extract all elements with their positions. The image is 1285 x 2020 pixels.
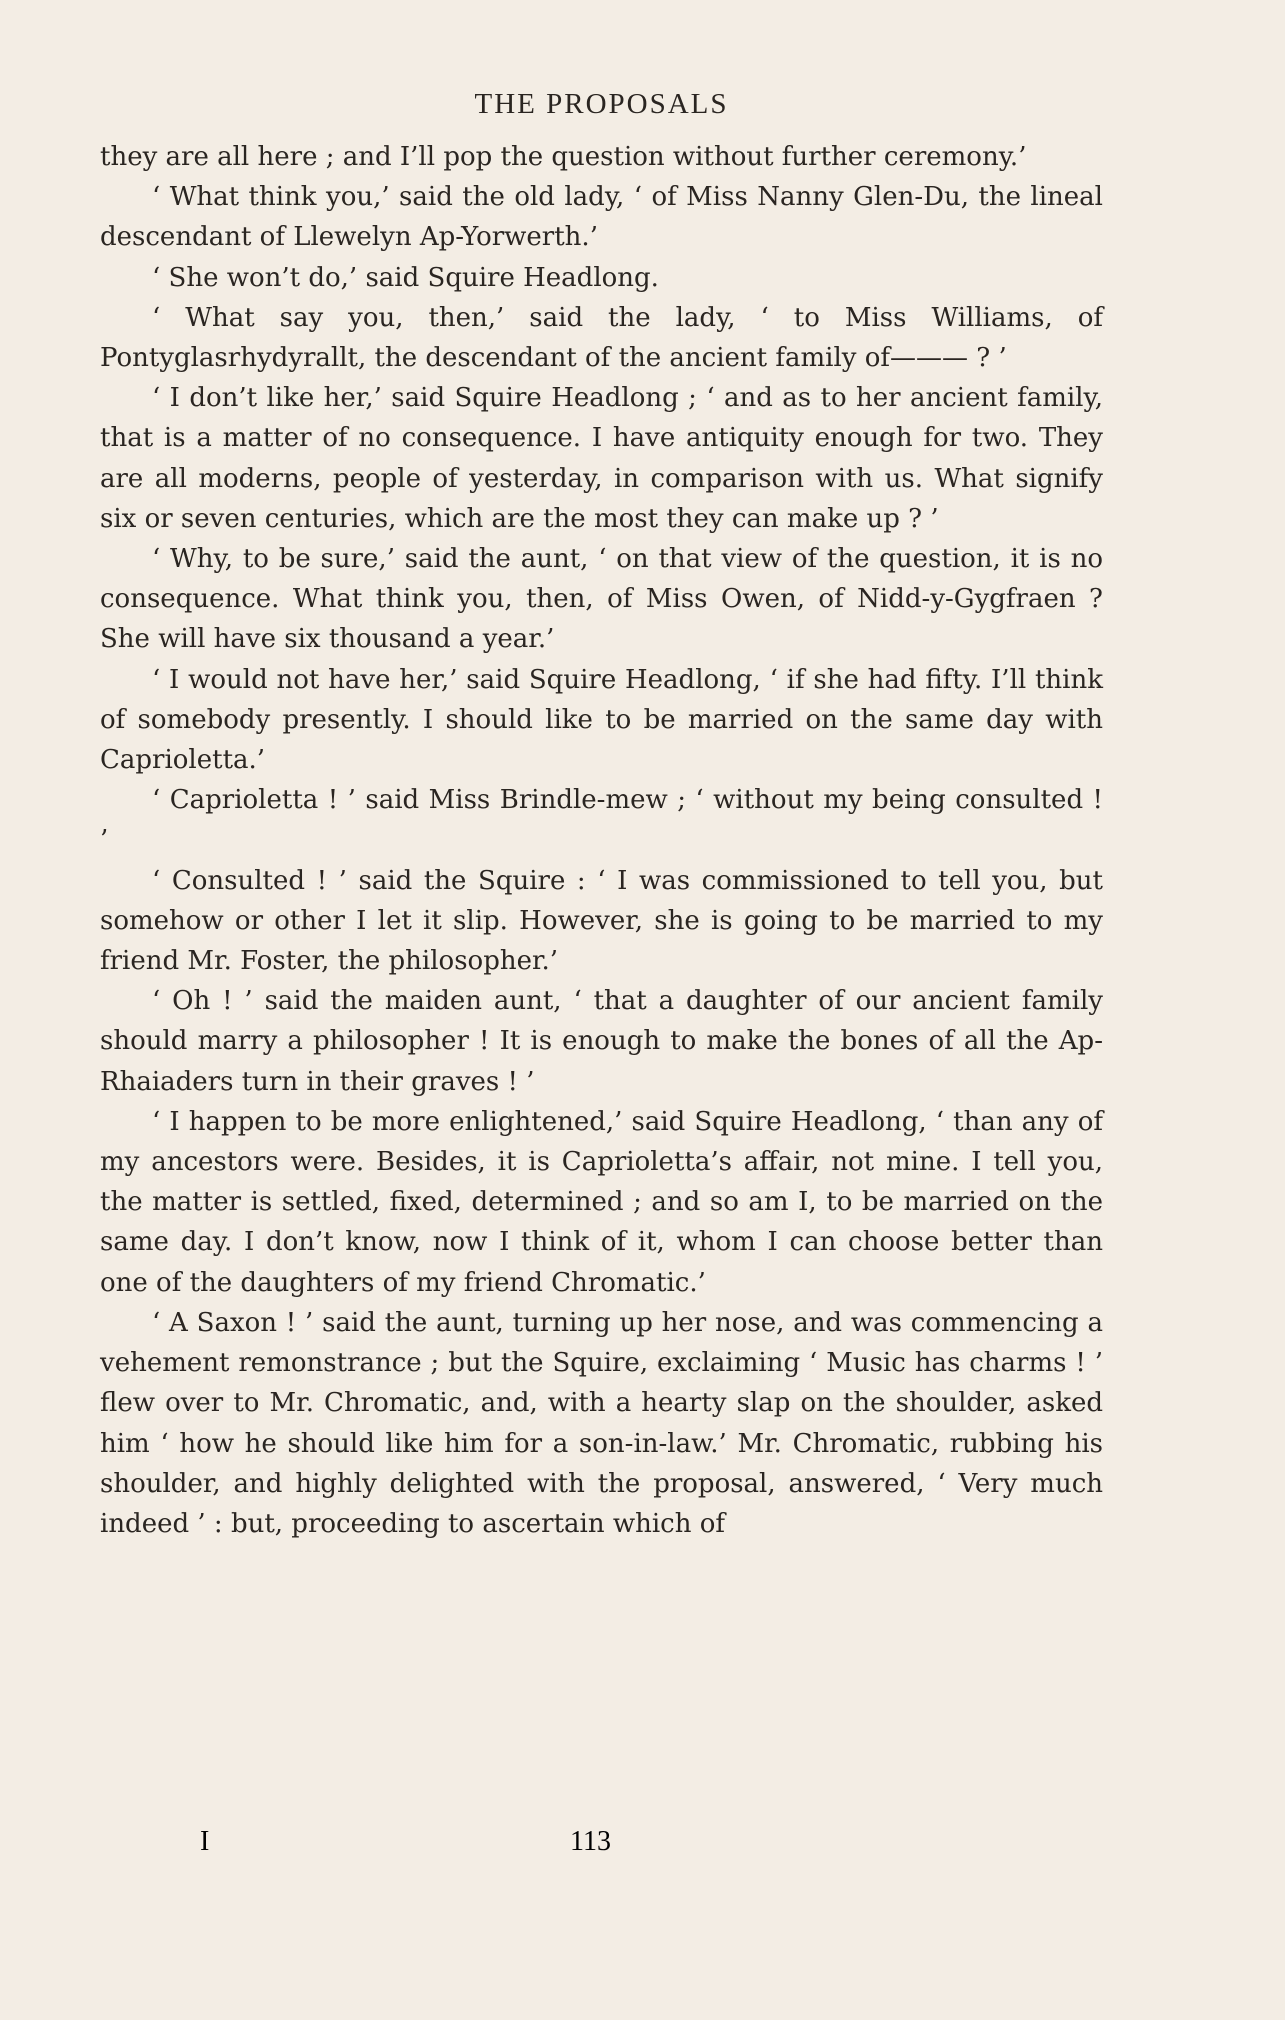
paragraph: ‘ A Saxon ! ’ said the aunt, turning up her nose, and was commencing a vehement remonstrance ; but the Squire, exclaiming ‘ Music has charms ! ’ flew over to Mr. Chromatic, and, with a hearty slap on the shoulder, asked him ‘ how he should like him for a son-in-law.’ Mr. Chromatic, rubbing his shoulder, and highly delighted with the proposal, answered, ‘ Very much indeed ’ : but, proceeding to ascertain which of <box>100 1307 1103 1539</box>
paragraph: ‘ I would not have her,’ said Squire Headlong, ‘ if she had fifty. I’ll think of somebody presently. I should like to be married on the same day with Caprioletta.’ <box>100 664 1103 776</box>
paragraph: ‘ I don’t like her,’ said Squire Headlong ; ‘ and as to her ancient family, that is a matter of no consequence. I have antiquity enough for two. They are all moderns, people of yesterday, in comparison with us. What signify six or seven centuries, which are the most they can make up ? ’ <box>100 383 1103 534</box>
paragraph: ‘ Oh ! ’ said the maiden aunt, ‘ that a daughter of our ancient family should marry a philosopher ! It is enough to make the bones of all the Ap-Rhaiaders turn in their graves ! ’ <box>100 986 1103 1097</box>
paragraph: ‘ What think you,’ said the old lady, ‘ of Miss Nanny Glen-Du, the lineal descendant of Llewelyn Ap-Yorwerth.’ <box>100 182 1103 253</box>
paragraph: ‘ Why, to be sure,’ said the aunt, ‘ on that view of the question, it is no consequence. What think you, then, of Miss Owen, of Nidd-y-Gygfraen ? She will have six thousand a year.’ <box>100 544 1103 655</box>
paragraph: they are all here ; and I’ll pop the question without further ceremony.’ <box>100 142 1027 172</box>
body-text <box>100 137 1103 1544</box>
paragraph: ‘ Caprioletta ! ’ said Miss Brindle-mew ; ‘ without my being consulted ! ’ <box>100 785 1103 856</box>
book-page <box>100 80 1103 1544</box>
paragraph: ‘ Consulted ! ’ said the Squire : ‘ I was commissioned to tell you, but somehow or other I let it slip. However, she is going to be married to my friend Mr. Foster, the philosopher.’ <box>100 865 1103 977</box>
signature-mark: I <box>200 1826 210 1857</box>
paragraph: ‘ I happen to be more enlightened,’ said Squire Headlong, ‘ than any of my ancestors were. Besides, it is Caprioletta’s affair, not mine. I tell you, the matter is settled, fixed, determined ; and so am I, to be married on the same day. I don’t know, now I think of it, whom I can choose better than one of the daughters of my friend Chromatic.’ <box>100 1106 1103 1298</box>
paragraph: ‘ She won’t do,’ said Squire Headlong. <box>152 262 659 293</box>
running-head: THE PROPOSALS <box>474 88 729 120</box>
page-number: 113 <box>570 1826 611 1857</box>
paragraph: ‘ What say you, then,’ said the lady, ‘ to Miss Williams, of Pontyglasrhydyrallt, the descendant of the ancient family of——— ? ’ <box>100 302 1103 374</box>
